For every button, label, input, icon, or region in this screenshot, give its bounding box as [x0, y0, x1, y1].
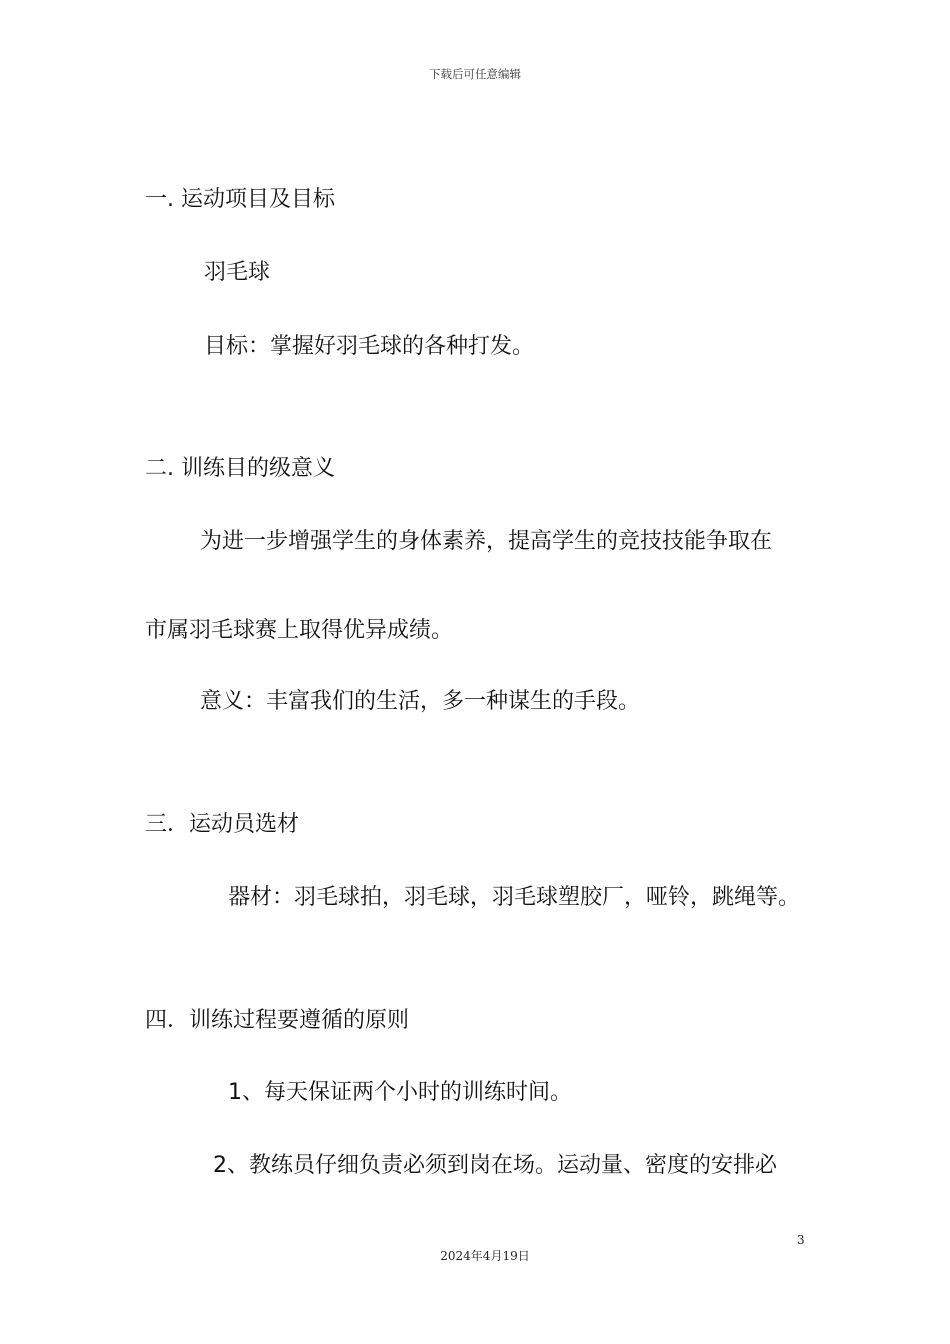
- section-heading-1: 一. 运动项目及目标: [145, 187, 335, 212]
- page-header: 下载后可任意编辑: [429, 67, 521, 81]
- section-3-equipment: 器材：羽毛球拍，羽毛球，羽毛球塑胶厂，哑铃，跳绳等。: [228, 885, 801, 910]
- section-1-sport: 羽毛球: [204, 260, 271, 285]
- section-heading-3: 三．运动员选材: [145, 812, 300, 837]
- section-heading-2: 二. 训练目的级意义: [145, 456, 335, 481]
- section-heading-4: 四．训练过程要遵循的原则: [145, 1008, 410, 1033]
- page-number: 3: [797, 1233, 805, 1247]
- section-2-meaning: 意义：丰富我们的生活，多一种谋生的手段。: [200, 689, 641, 714]
- section-4-principle-1: 1、每天保证两个小时的训练时间。: [228, 1080, 572, 1105]
- section-2-purpose-line-1: 为进一步增强学生的身体素养，提高学生的竞技技能争取在: [200, 529, 773, 554]
- footer-date: 2024年4月19日: [440, 1249, 530, 1263]
- section-1-goal: 目标：掌握好羽毛球的各种打发。: [204, 334, 535, 359]
- section-2-purpose-line-2: 市属羽毛球赛上取得优异成绩。: [145, 618, 454, 643]
- section-4-principle-2: 2、教练员仔细负责必须到岗在场。运动量、密度的安排必: [213, 1153, 777, 1178]
